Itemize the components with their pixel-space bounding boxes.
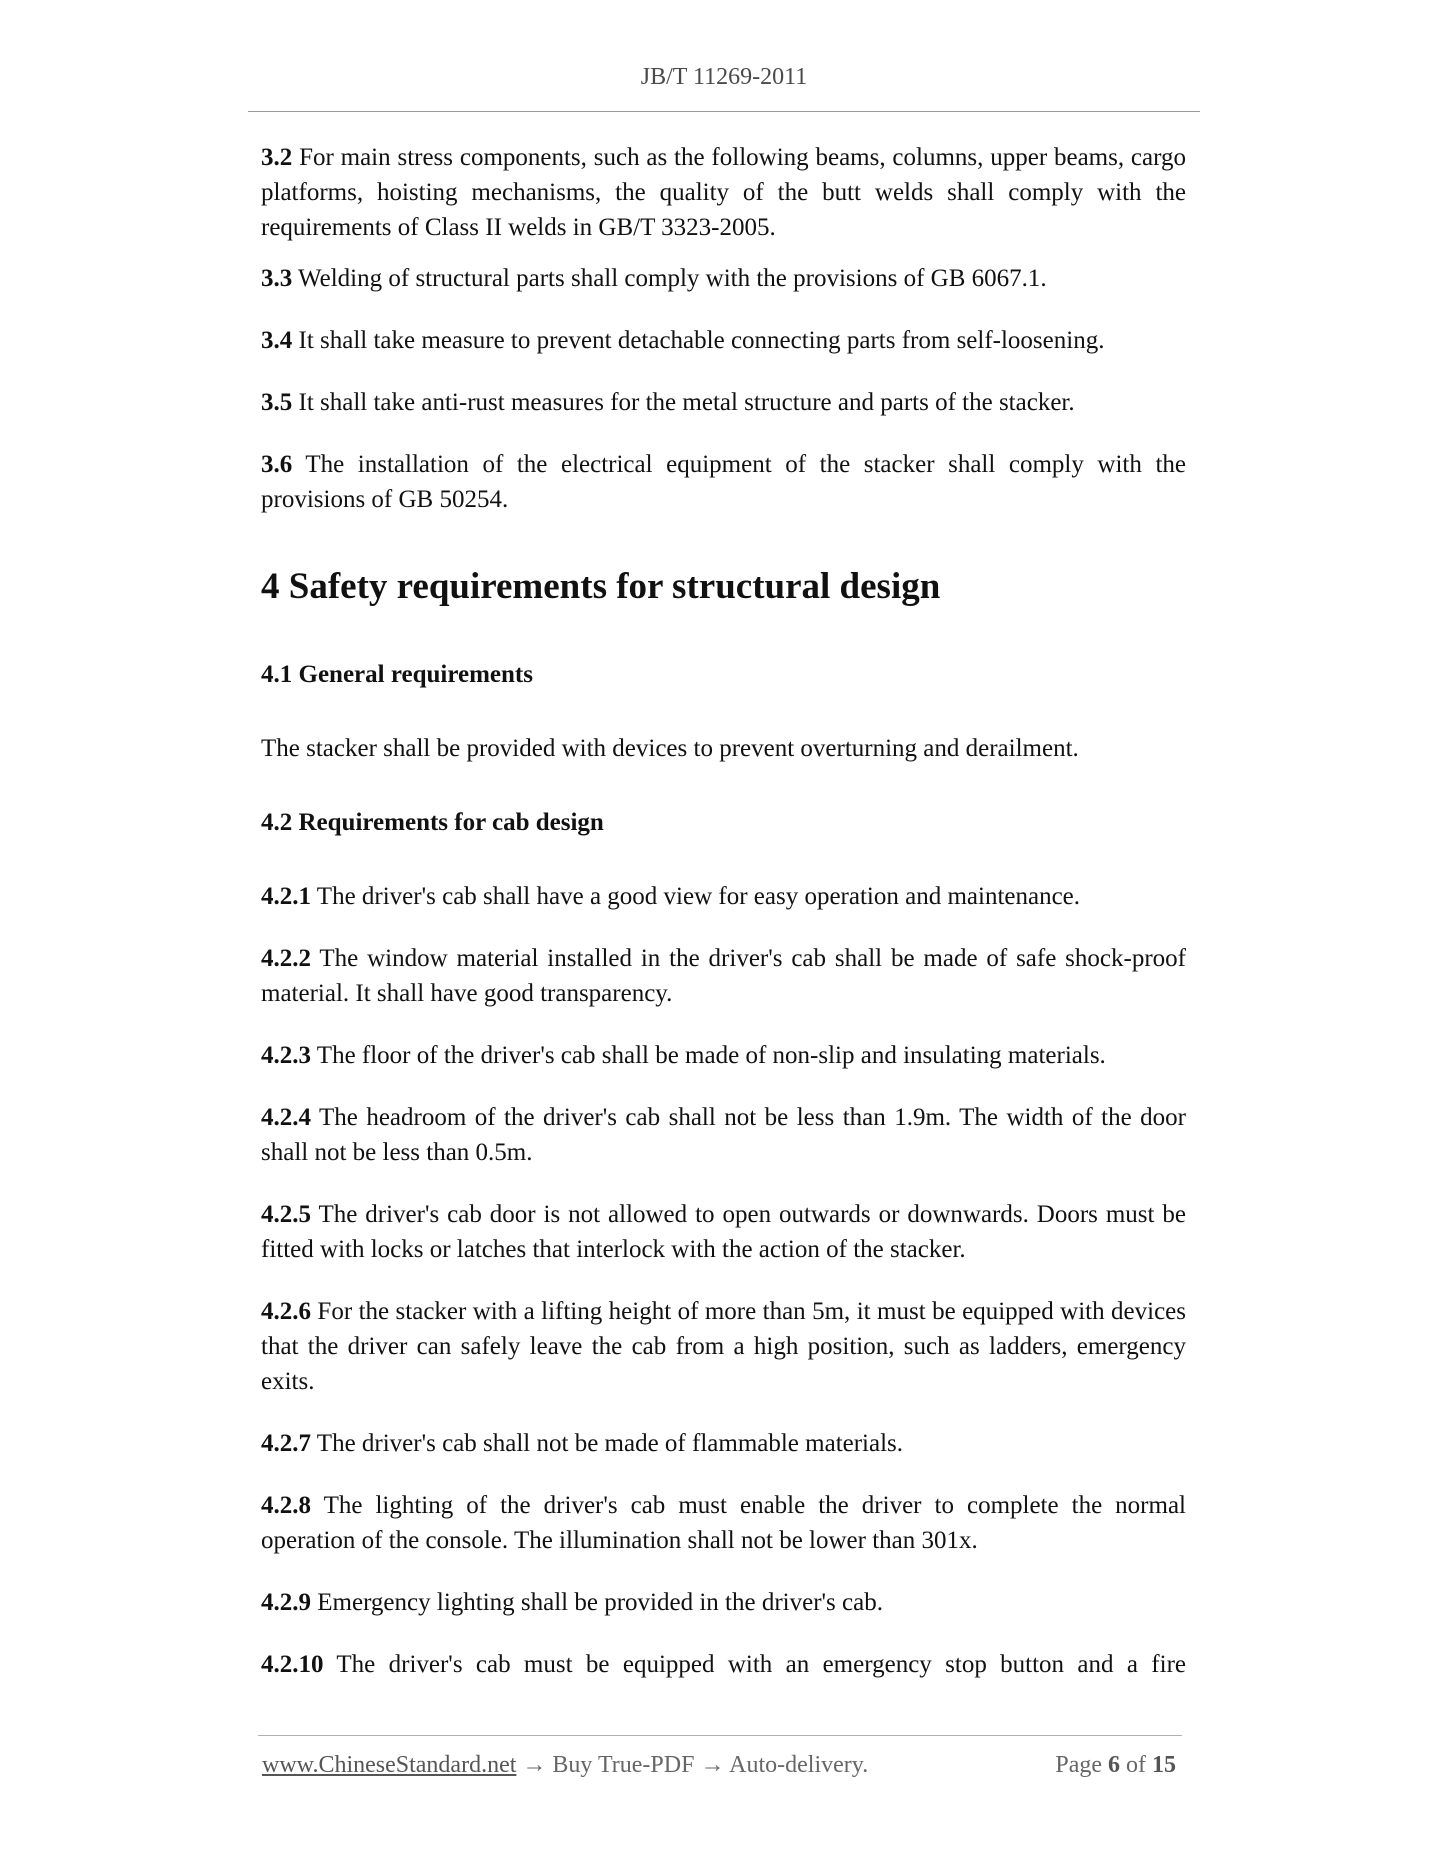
clause-text: The floor of the driver's cab shall be made of non-slip and insulating materials. — [311, 1042, 1106, 1069]
clause-text: The driver's cab shall have a good view for easy operation and maintenance. — [311, 883, 1081, 910]
footer-divider — [258, 1735, 1182, 1736]
paragraph-4-2-4 — [261, 1100, 1186, 1170]
clause-text: The lighting of the driver's cab must enable the driver to complete the normal operation of the console. The illumination shall not be lower than 301x. — [261, 1492, 1186, 1554]
clause-number: 3.2 — [261, 144, 293, 171]
paragraph-3-4 — [261, 323, 1186, 358]
clause-number: 4.2.10 — [261, 1651, 324, 1678]
paragraph-4-2-5 — [261, 1197, 1186, 1267]
clause-text: The driver's cab door is not allowed to open outwards or downwards. Doors must be fitted with locks or latches that interlock with the action of the stacker. — [261, 1201, 1186, 1263]
clause-text: It shall take measure to prevent detachable connecting parts from self-loosening. — [292, 327, 1105, 354]
paragraph-3-2 — [261, 140, 1186, 245]
clause-number: 4.2.4 — [261, 1104, 311, 1131]
clause-number: 4.2.3 — [261, 1042, 311, 1069]
paragraph-4-2-8 — [261, 1488, 1186, 1558]
clause-text: Emergency lighting shall be provided in the driver's cab. — [311, 1589, 883, 1616]
clause-number: 3.3 — [261, 265, 293, 292]
paragraph-4-1: The stacker shall be provided with devices to prevent overturning and derailment. — [261, 735, 1079, 762]
paragraph-3-3 — [261, 261, 1186, 296]
page-total: 15 — [1152, 1752, 1176, 1778]
clause-text: Welding of structural parts shall comply with the provisions of GB 6067.1. — [292, 265, 1047, 292]
of-label: of — [1126, 1752, 1146, 1778]
clause-number: 4.2.5 — [261, 1201, 311, 1228]
website-link[interactable]: www.ChineseStandard.net — [262, 1752, 517, 1778]
page-label: Page — [1055, 1752, 1102, 1778]
page-current: 6 — [1108, 1752, 1120, 1778]
paragraph-4-2-10 — [261, 1647, 1186, 1682]
clause-text: The window material installed in the driver's cab shall be made of safe shock-proof material. It shall have good transparency. — [261, 945, 1186, 1007]
paragraph-4-2-1 — [261, 879, 1186, 914]
paragraph-4-2-7 — [261, 1426, 1186, 1461]
clause-number: 4.2.6 — [261, 1298, 311, 1325]
page-footer — [262, 1752, 1182, 1779]
arrow-right-icon: → — [522, 1752, 547, 1778]
paragraph-3-6 — [261, 447, 1186, 517]
clause-text: The driver's cab shall not be made of flammable materials. — [311, 1430, 904, 1457]
header-divider — [248, 111, 1200, 112]
paragraph-4-2-2 — [261, 941, 1186, 1011]
page-indicator — [1055, 1752, 1176, 1779]
paragraph-4-2-3 — [261, 1038, 1186, 1073]
clause-number: 4.2.7 — [261, 1430, 311, 1457]
paragraph-3-5 — [261, 385, 1186, 420]
subsection-4-1-heading: 4.1 General requirements — [261, 661, 533, 688]
arrow-right-icon: → — [700, 1752, 725, 1778]
clause-number: 3.6 — [261, 451, 293, 478]
paragraph-4-2-9 — [261, 1585, 1186, 1620]
clause-number: 4.2.9 — [261, 1589, 311, 1616]
buy-pdf-text: Buy True-PDF — [552, 1752, 695, 1778]
clause-number: 4.2.2 — [261, 945, 311, 972]
clause-number: 4.2.8 — [261, 1492, 311, 1519]
clause-text: The headroom of the driver's cab shall not be less than 1.9m. The width of the door shall not be less than 0.5m. — [261, 1104, 1186, 1166]
clause-text: For main stress components, such as the following beams, columns, upper beams, cargo platforms, hoisting mechanisms, the quality of the butt welds shall comply with the requirements of Class II welds in GB/T 3323-2005. — [261, 144, 1186, 241]
paragraph-4-2-6 — [261, 1294, 1186, 1399]
clause-number: 3.4 — [261, 327, 293, 354]
clause-number: 4.2.1 — [261, 883, 311, 910]
clause-text: The driver's cab must be equipped with an emergency stop button and a fire — [323, 1651, 1186, 1678]
page-header: JB/T 11269-2011 — [640, 64, 808, 90]
clause-number: 3.5 — [261, 389, 293, 416]
document-body — [261, 140, 1186, 1682]
clause-text: For the stacker with a lifting height of more than 5m, it must be equipped with devices that the driver can safely leave the cab from a high position, such as ladders, emergency exits. — [261, 1298, 1186, 1395]
section-4-heading: 4 Safety requirements for structural design — [261, 566, 941, 607]
subsection-4-2-heading: 4.2 Requirements for cab design — [261, 809, 604, 836]
auto-delivery-text: Auto-delivery. — [729, 1752, 869, 1778]
clause-text: The installation of the electrical equipment of the stacker shall comply with the provisions of GB 50254. — [261, 451, 1186, 513]
clause-text: It shall take anti-rust measures for the metal structure and parts of the stacker. — [292, 389, 1075, 416]
